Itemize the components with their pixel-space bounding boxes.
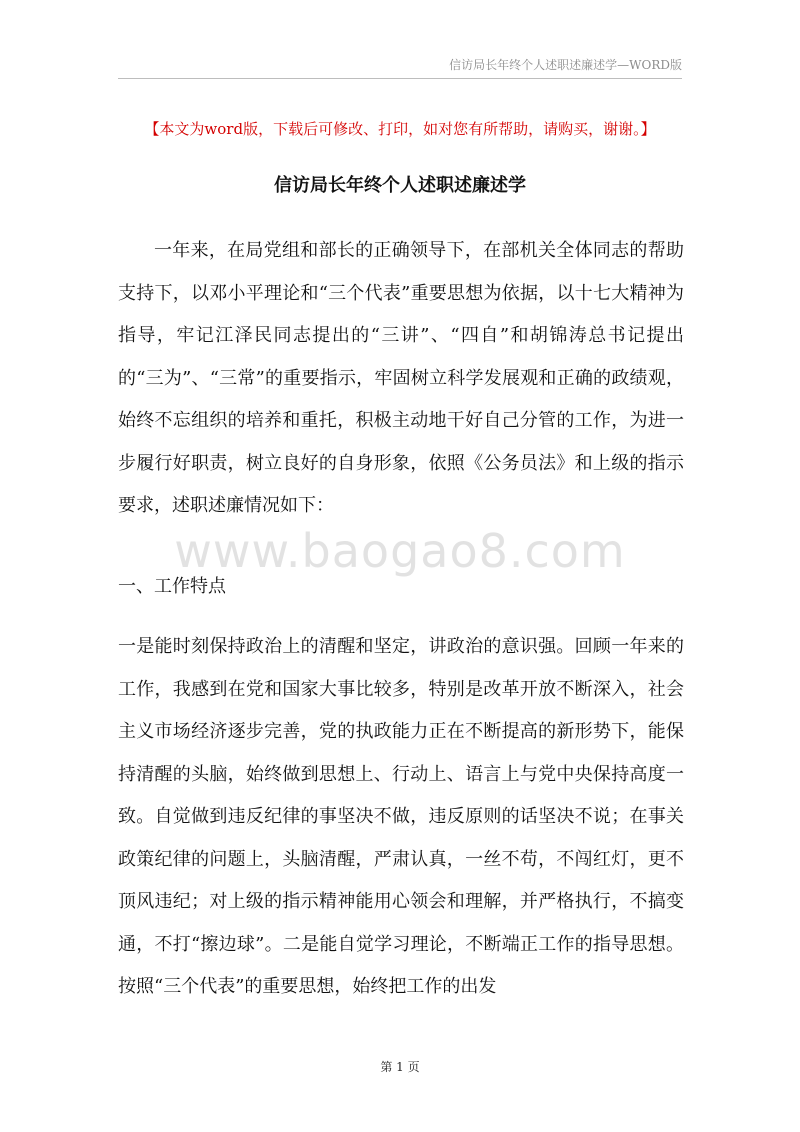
download-notice: 【本文为word版，下载后可修改、打印，如对您有所帮助，请购买，谢谢。】 bbox=[144, 120, 656, 138]
running-header: 信访局长年终个人述职述廉述学—WORD版 bbox=[449, 58, 682, 72]
document-title: 信访局长年终个人述职述廉述学 bbox=[274, 175, 526, 196]
watermark: www.baogao8.com bbox=[174, 524, 626, 578]
intro-paragraph: 一年来，在局党组和部长的正确领导下，在部机关全体同志的帮助支持下，以邓小平理论和“三个代表”重要思想为依据，以十七大精神为指导，牢记江泽民同志提出的“三讲”、“四自”和胡锦涛总书记提出的“三为”、“三常”的重要指示，牢固树立科学发展观和正确的政绩观，始终不忘组织的培养和重托，积极主动地干好自己分管的工作，为进一步履行好职责，树立良好的自身形象，依照《公务员法》和上级的指示要求，述职述廉情况如下： bbox=[118, 240, 684, 516]
page-number: 第 1 页 bbox=[380, 1060, 420, 1074]
header-divider bbox=[118, 78, 682, 79]
section-paragraph: 一是能时刻保持政治上的清醒和坚定，讲政治的意识强。回顾一年来的工作，我感到在党和国家大事比较多，特别是改革开放不断深入，社会主义市场经济逐步完善，党的执政能力正在不断提高的新形势下，能保持清醒的头脑，始终做到思想上、行动上、语言上与党中央保持高度一致。自觉做到违反纪律的事坚决不做，违反原则的话坚决不说；在事关政策纪律的问题上，头脑清醒，严肃认真，一丝不苟，不闯红灯，更不顶风违纪；对上级的指示精神能用心领会和理解，并严格执行，不搞变通，不打“擦边球”。二是能自觉学习理论，不断端正工作的指导思想。按照“三个代表”的重要思想，始终把工作的出发 bbox=[118, 636, 684, 997]
section-heading: 一、工作特点 bbox=[118, 576, 226, 597]
